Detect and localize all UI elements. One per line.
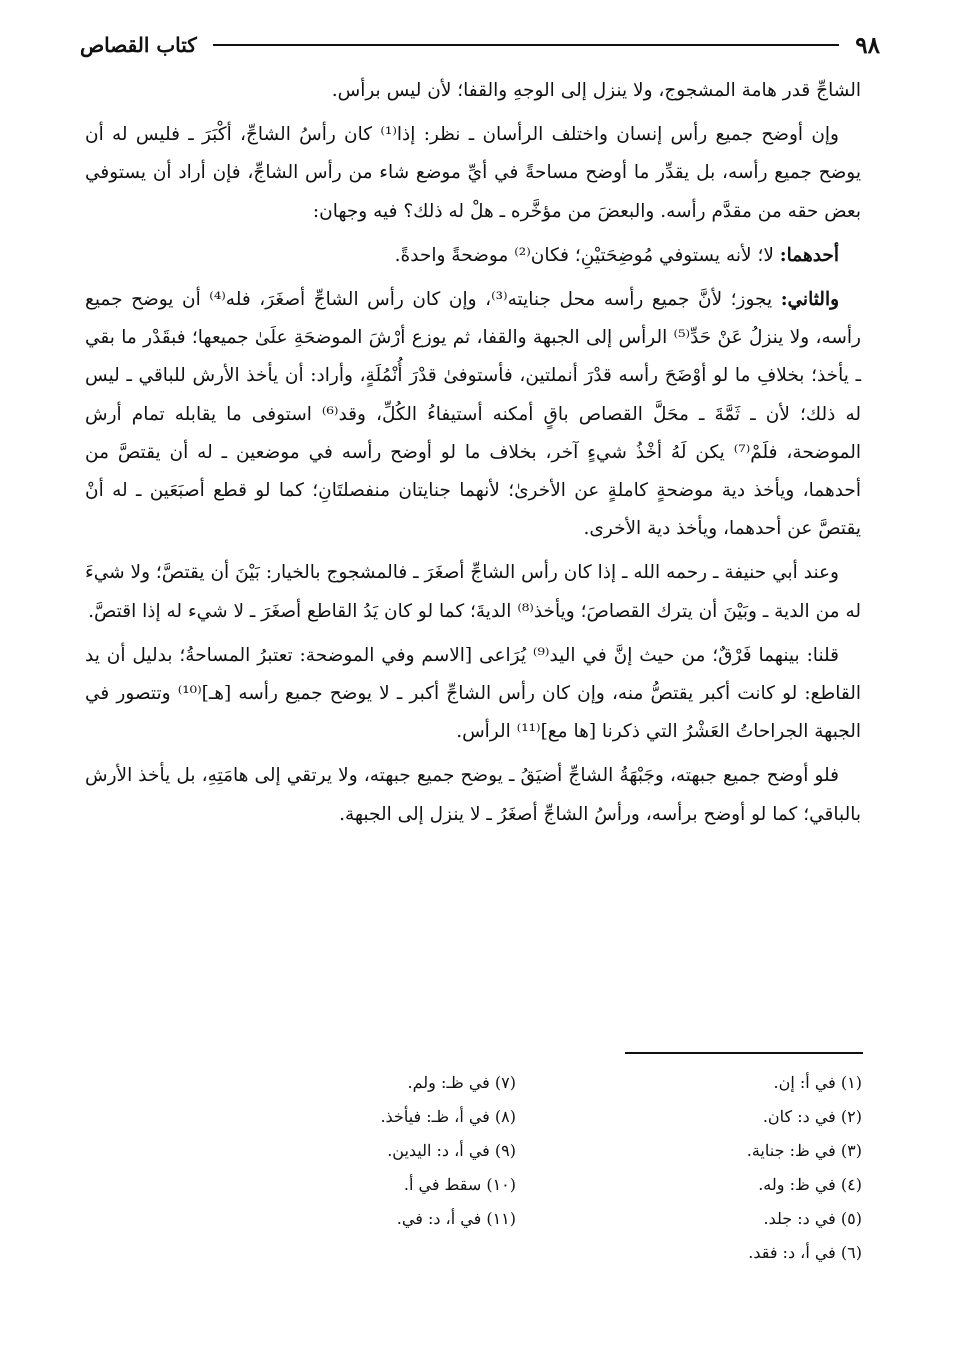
footnote-separator — [625, 1052, 863, 1054]
paragraph-text: يجوز؛ لأنَّ جميع رأسه محل جنايته⁽³⁾، وإن كان رأس الشاجِّ أصغَرَ، فله⁽⁴⁾ أن يوضح جميع رأسه، ولا ينزلُ عَنْ حَدِّ⁽⁵⁾ الرأس إلى الجبهة والقفا، ثم يوزع أرْشَ الموضحَةِ علَىٰ جميعها؛ فبقَدْر ما بقي ـ يأخذ؛ بخلافِ ما لو أوْضَحَ رأسه قدْرَ أنملتين، فأستوفىٰ قدْرَ أُنْمُلَةٍ، وأراد: أن يأخذ الأرش للباقي ـ ليس له ذلك؛ لأن ـ ثَمَّةَ ـ محَلَّ القصاص باقٍ أمكنه أستيفاءُ الكُلِّ، وقد⁽⁶⁾ استوفى ما يقابله تمام أرش الموضحة، فلَمْ⁽⁷⁾ يكن لَهُ أخْذُ شيءٍ آخر، بخلاف ما لو أوضح رأسه في موضعين ـ له أن يقتصَّ من أحدهما، ويأخذ دية موضحةٍ كاملةٍ عن الأخرىٰ؛ لأنهما جنايتان منفصلتَانِ؛ كما لو قطع أصبَعَين ـ له أنْ يقتصَّ عن أحدهما، ويأخذ دية الأخرى. — [85, 289, 861, 540]
footnote: (٨) في أ، ظـ: فيأخذ. — [380, 1107, 516, 1126]
paragraph — [85, 116, 861, 231]
footnote: (١٠) سقط في أ. — [403, 1175, 516, 1194]
book-title: كتاب القصاص — [80, 33, 197, 57]
paragraph — [85, 281, 861, 548]
footnote: (٥) في د: جلد. — [763, 1209, 862, 1228]
running-header — [80, 28, 880, 62]
paragraph-lead: أحدهما: — [779, 244, 839, 266]
paragraph-text: لا؛ لأنه يستوفي مُوضِحَتيْنِ؛ فكان⁽²⁾ موضحةً واحدةً. — [394, 244, 780, 266]
main-text — [85, 72, 861, 834]
paragraph-text: قلنا: بينهما فَرْقٌ؛ من حيث إنَّ في اليد⁽⁹⁾ يُرَاعى [الاسم وفي الموضحة: تعتبرُ المساحةُ؛ بدليل أن يد القاطع: لو كانت أكبر يقتصُّ منه، وإن كان رأس الشاجِّ أكبر ـ لا يوضح جميع رأسه [هـ]⁽¹⁰⁾ وتتصور في الجبهة الجراحاتُ العَشْرُ التي ذكرنا [ها مع]⁽¹¹⁾ الرأس. — [85, 644, 861, 743]
paragraph — [85, 757, 861, 833]
paragraph-text: وإن أوضح جميع رأس إنسان واختلف الرأسان ـ نظر: إذا⁽¹⁾ كان رأسُ الشاجِّ، أكْبَرَ ـ فليس له أن يوضح جميع رأسه، بل يقدِّر ما أوضح مساحةً في أيِّ موضع شاء من رأس الشاجِّ، فإن أراد أن يستوفي بعض حقه من مقدَّم رأسه. والبعضَ من مؤخَّره ـ هلْ له ذلك؟ فيه وجهان: — [85, 124, 861, 222]
paragraph — [85, 237, 861, 275]
footnote: (٣) في ظ: جناية. — [746, 1141, 862, 1160]
footnote: (٢) في د: كان. — [762, 1107, 862, 1126]
footnote: (٦) في أ، د: فقد. — [748, 1243, 862, 1262]
paragraph-text: وعند أبي حنيفة ـ رحمه الله ـ إذا كان رأس الشاجِّ أصغَرَ ـ فالمشجوج بالخيار: بَيْنَ أن يقتصَّ؛ ولا شيءَ له من الدية ـ وبَيْنَ أن يترك القصاصَ؛ ويأخذ⁽⁸⁾ الديةَ؛ كما لو كان يَدُ القاطع أصغَرَ ـ لا شيء له إذا اقتصَّ. — [85, 562, 861, 622]
paragraph-text: فلو أوضح جميع جبهته، وجَبْهَةُ الشاجِّ أضيَقُ ـ يوضح جميع جبهته، ولا يرتقي إلى هامَتِهِ، بل يأخذ الأرش بالباقي؛ كما لو أوضح برأسه، ورأسُ الشاجِّ أصغَرُ ـ لا ينزل إلى الجبهة. — [85, 765, 861, 825]
footnote: (١١) في أ، د: في. — [396, 1209, 516, 1228]
footnote: (١) في أ: إن. — [773, 1073, 862, 1092]
header-rule — [213, 44, 839, 46]
footnotes-column-left — [170, 1066, 516, 1270]
paragraph-lead: والثاني: — [780, 289, 840, 311]
footnote: (٤) في ظ: وله. — [758, 1175, 862, 1194]
paragraph — [85, 637, 861, 752]
footnote: (٧) في ظـ: ولم. — [407, 1073, 516, 1092]
footnotes-column-right — [516, 1066, 862, 1270]
paragraph — [85, 554, 861, 630]
page-number: ٩٨ — [855, 31, 880, 59]
paragraph-text: الشاجِّ قدر هامة المشجوج، ولا ينزل إلى الوجهِ والقفا؛ لأن ليس برأس. — [331, 80, 861, 101]
paragraph — [85, 72, 861, 110]
footnote: (٩) في أ، د: اليدين. — [387, 1141, 516, 1160]
footnotes — [170, 1066, 862, 1270]
